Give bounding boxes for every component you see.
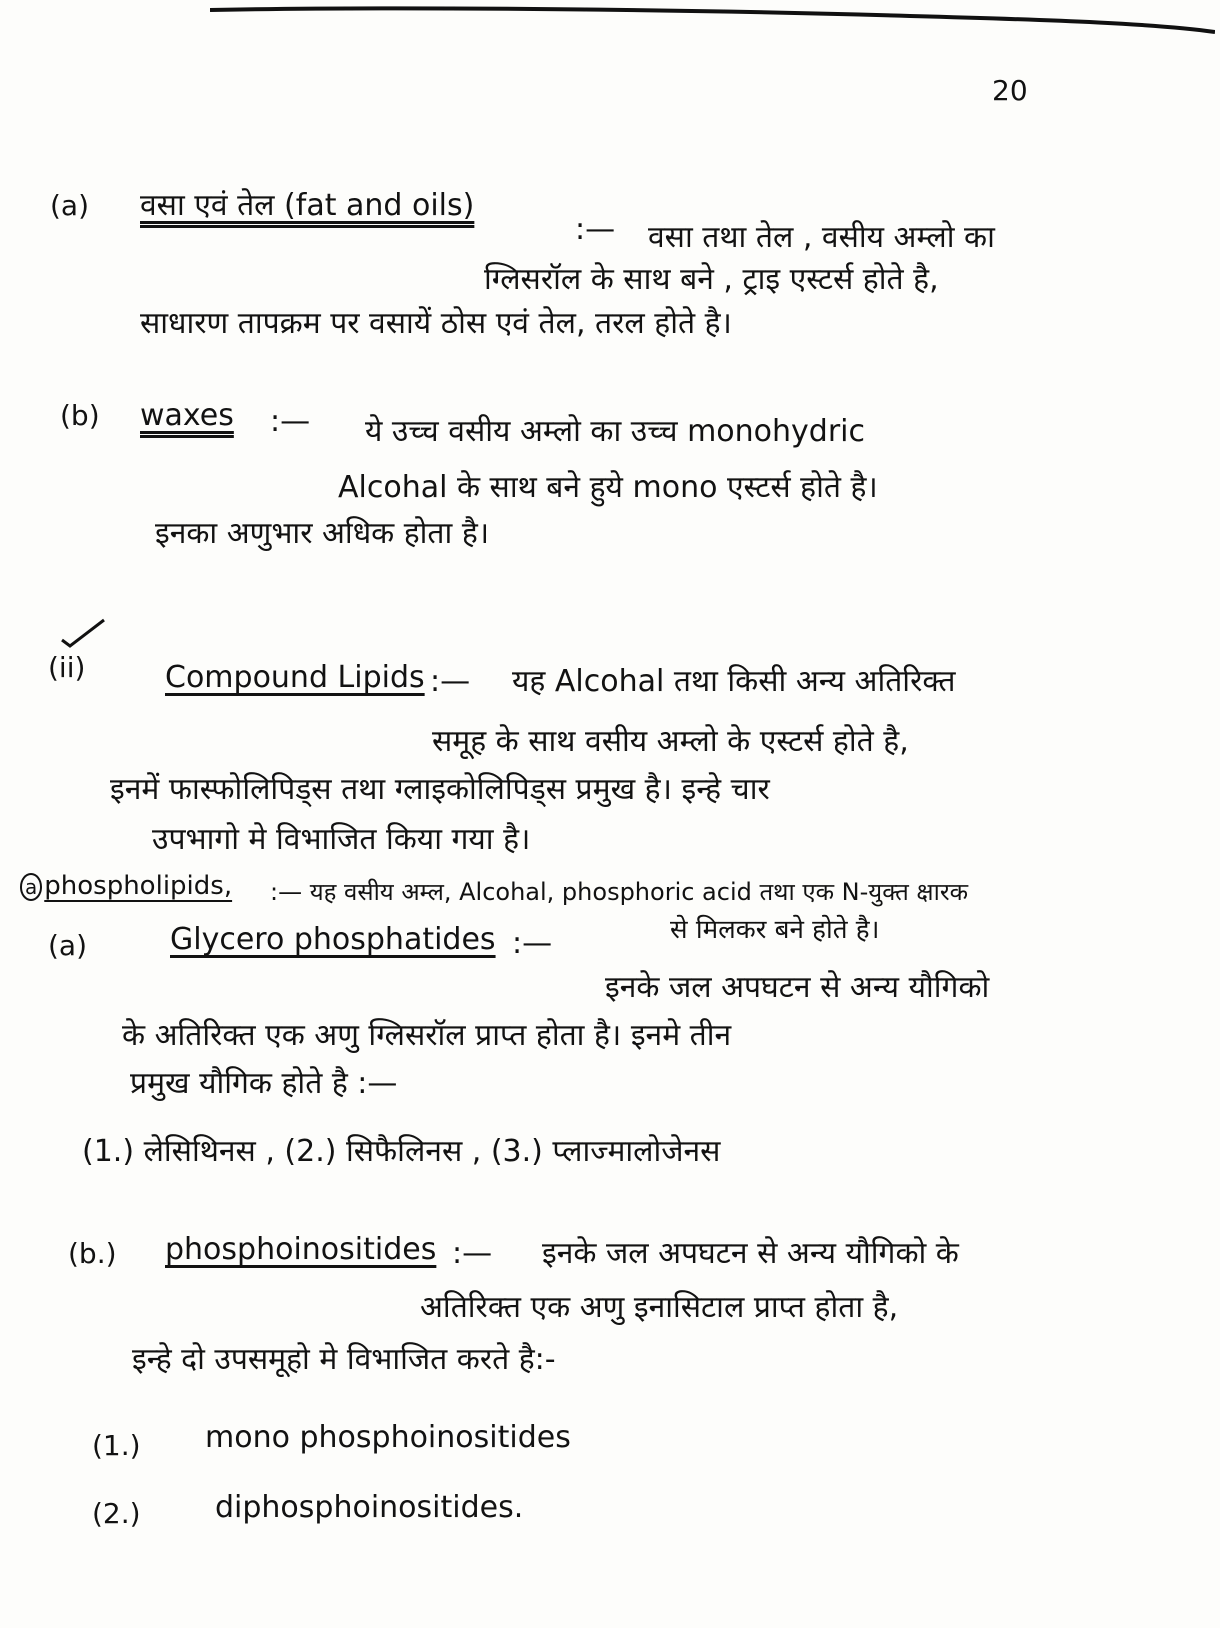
phosphoino-line-1: इनके जल अपघटन से अन्य यौगिको के — [542, 1236, 959, 1271]
glycero-items: (1.) लेसिथिनस , (2.) सिफैलिनस , (3.) प्लाज्मालोजेनस — [82, 1134, 721, 1169]
phospholipids-row — [20, 868, 232, 904]
check-mark-icon — [60, 618, 106, 648]
glycero-label: (a) — [48, 929, 88, 962]
section-b-separator: :— — [270, 404, 311, 439]
section-a-label: (a) — [50, 189, 90, 222]
phosphoino-separator: :— — [452, 1236, 493, 1271]
glycero-heading: Glycero phosphatides — [170, 922, 496, 957]
phosphoino-label: (b.) — [68, 1237, 117, 1270]
section-b-heading: waxes — [140, 398, 234, 433]
section-ii-line-4: उपभागो मे विभाजित किया गया है। — [152, 822, 531, 857]
section-ii-line-2: समूह के साथ वसीय अम्लो के एस्टर्स होते है, — [432, 724, 909, 759]
section-ii-separator: :— — [430, 664, 471, 699]
section-ii-line-1: यह Alcohal तथा किसी अन्य अतिरिक्त — [512, 664, 956, 699]
phosphoino-line-2: अतिरिक्त एक अणु इनासिटाल प्राप्त होता है, — [420, 1290, 899, 1325]
phosphoino-item-2-label: (2.) — [92, 1497, 141, 1530]
page-number: 20 — [992, 74, 1028, 107]
glycero-line-3: प्रमुख यौगिक होते है :— — [130, 1066, 398, 1101]
section-b-line-3: इनका अणुभार अधिक होता है। — [155, 516, 490, 551]
glycero-separator: :— — [512, 926, 553, 961]
section-b-label: (b) — [60, 399, 100, 432]
glycero-line-1: इनके जल अपघटन से अन्य यौगिको — [605, 970, 990, 1005]
section-a-line-2: ग्लिसरॉल के साथ बने , ट्राइ एस्टर्स होते है, — [484, 262, 939, 297]
phospholipids-heading: phospholipids, — [44, 871, 233, 901]
section-b-line-2: Alcohal के साथ बने हुये mono एस्टर्स होते है। — [338, 470, 878, 505]
section-ii-line-3: इनमें फास्फोलिपिड्स तथा ग्लाइकोलिपिड्स प्रमुख है। इन्हे चार — [110, 772, 770, 807]
section-a-separator: :— — [575, 212, 616, 247]
top-edge-rule — [210, 6, 1215, 36]
phosphoino-line-3: इन्हे दो उपसमूहो मे विभाजित करते है:- — [132, 1342, 556, 1377]
glycero-line-2: के अतिरिक्त एक अणु ग्लिसरॉल प्राप्त होता है। इनमे तीन — [122, 1018, 732, 1053]
phosphoino-item-1: mono phosphoinositides — [205, 1420, 571, 1455]
section-a-line-3: साधारण तापक्रम पर वसायें ठोस एवं तेल, तरल होते है। — [140, 306, 732, 341]
phosphoino-item-2: diphosphoinositides. — [215, 1490, 524, 1525]
phosphoino-item-1-label: (1.) — [92, 1429, 141, 1462]
phospholipids-label: a — [20, 873, 42, 901]
section-ii-heading: Compound Lipids — [165, 660, 425, 695]
section-b-line-1: ये उच्च वसीय अम्लो का उच्च monohydric — [365, 414, 866, 449]
section-ii-label: (ii) — [48, 651, 86, 684]
phospholipids-line-2: से मिलकर बने होते है। — [670, 915, 880, 945]
section-a-line-1: वसा तथा तेल , वसीय अम्लो का — [648, 220, 995, 255]
section-a-heading: वसा एवं तेल (fat and oils) — [140, 188, 475, 223]
phosphoino-heading: phosphoinositides — [165, 1232, 437, 1267]
phospholipids-line-1: :— यह वसीय अम्ल, Alcohal, phosphoric acid तथा एक N-युक्त क्षारक — [270, 878, 969, 906]
